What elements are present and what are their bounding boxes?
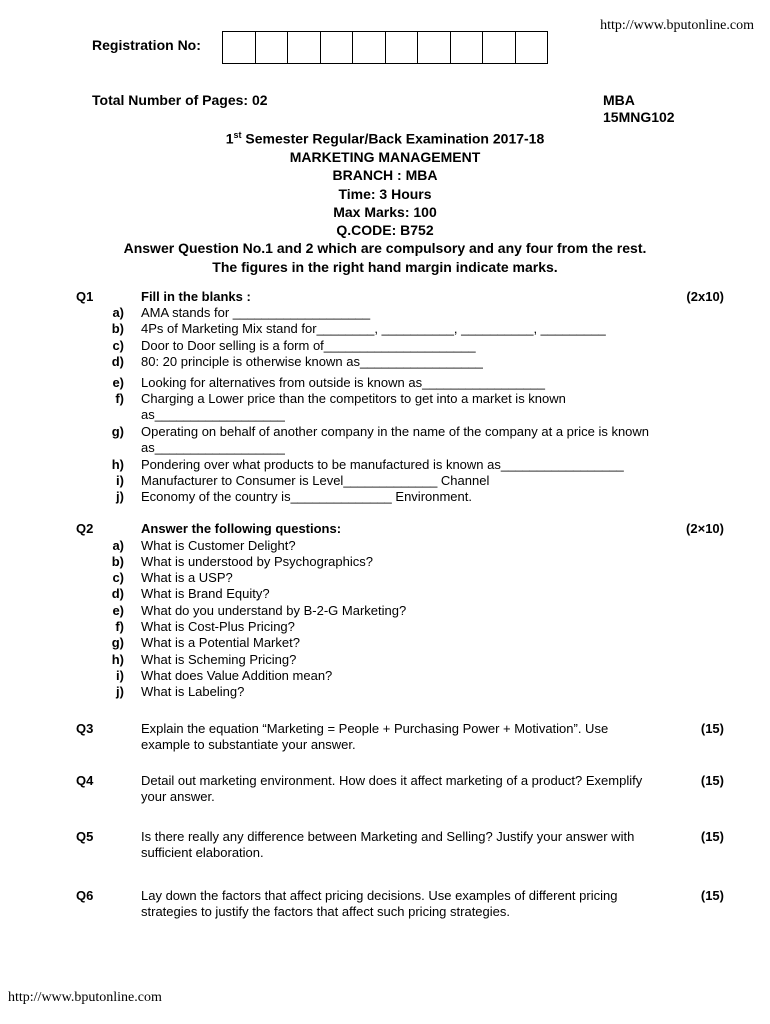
item-letter: i) [116,473,124,488]
item-letter: g) [111,424,124,439]
question-marks: (15) [700,773,724,788]
question-heading: Answer the following questions: [141,521,342,536]
qcode: Q.CODE: B752 [336,222,434,239]
item-text: Pondering over what products to be manufactured is known as_________________ [141,457,624,472]
subject: MARKETING MANAGEMENT [289,148,481,165]
item-text: Door to Door selling is a form of_____________________ [141,338,476,353]
registration-box [482,31,516,64]
question-marks: (2x10) [686,289,724,304]
item-text: Charging a Lower price than the competitors to get into a market is known as__________________ [141,391,566,422]
item-letter: g) [111,635,124,650]
item-letter: j) [116,489,124,504]
header-url: http://www.bputonline.com [600,18,754,33]
item-text: What is Scheming Pricing? [141,652,297,667]
item-letter: i) [116,668,124,683]
question-number: Q3 [76,721,94,736]
item-text: Manufacturer to Consumer is Level_____________ Channel [141,473,490,488]
question-text: Lay down the factors that affect pricing decisions. Use examples of different pricing strategies to justify the factors that affect such pricing strategies. [141,888,618,919]
question-number: Q2 [76,521,94,536]
question-marks: (15) [700,888,724,903]
item-text: 4Ps of Marketing Mix stand for________, __________, __________, _________ [141,321,606,336]
item-letter: b) [111,321,124,336]
item-letter: h) [111,457,124,472]
item-text: Looking for alternatives from outside is known as_________________ [141,375,545,390]
time: Time: 3 Hours [338,185,432,202]
item-text: 80: 20 principle is otherwise known as_________________ [141,354,483,369]
item-text: AMA stands for ___________________ [141,305,371,320]
branch: BRANCH : MBA [332,167,438,184]
item-letter: e) [112,375,124,390]
item-letter: c) [112,570,124,585]
registration-box [450,31,484,64]
registration-box [255,31,289,64]
course-code: 15MNG102 [603,109,675,125]
question-heading: Fill in the blanks : [141,289,251,304]
item-letter: f) [115,391,124,406]
registration-box [352,31,386,64]
item-letter: a) [112,305,124,320]
registration-box [287,31,321,64]
question-number: Q5 [76,829,94,844]
question-marks: (15) [700,829,724,844]
question-number: Q4 [76,773,94,788]
item-letter: e) [112,603,124,618]
item-text: Economy of the country is______________ Environment. [141,489,472,504]
question-text: Explain the equation “Marketing = People + Purchasing Power + Motivation”. Use example to substantiate your answer. [141,721,609,752]
item-text: Operating on behalf of another company in the name of the company at a price is known as__________________ [141,424,650,455]
instruction-2: The figures in the right hand margin indicate marks. [212,258,558,275]
item-text: What is a USP? [141,570,233,585]
item-text: What does Value Addition mean? [141,668,333,683]
question-marks: (15) [700,721,724,736]
item-letter: a) [112,538,124,553]
max-marks: Max Marks: 100 [333,203,437,220]
registration-box [515,31,549,64]
registration-box [222,31,256,64]
item-letter: d) [111,586,124,601]
item-text: What do you understand by B-2-G Marketing? [141,603,407,618]
program: MBA [603,92,635,108]
instruction-1: Answer Question No.1 and 2 which are compulsory and any four from the rest. [123,240,647,257]
item-text: What is understood by Psychographics? [141,554,373,569]
registration-box [385,31,419,64]
question-text: Is there really any difference between Marketing and Selling? Justify your answer with sufficient elaboration. [141,829,635,860]
registration-label: Registration No: [92,37,201,53]
question-text: Detail out marketing environment. How does it affect marketing of a product? Exemplify your answer. [141,773,643,804]
semester-line: 1st Semester Regular/Back Examination 2017-18 [225,130,545,147]
item-text: What is a Potential Market? [141,635,300,650]
registration-boxes [222,31,547,64]
registration-box [417,31,451,64]
registration-box [320,31,354,64]
item-letter: d) [111,354,124,369]
item-letter: h) [111,652,124,667]
question-number: Q1 [76,289,94,304]
question-number: Q6 [76,888,94,903]
footer-url: http://www.bputonline.com [8,990,162,1005]
item-letter: f) [115,619,124,634]
item-text: What is Labeling? [141,684,245,699]
item-letter: b) [111,554,124,569]
program-code [603,92,675,126]
item-letter: j) [116,684,124,699]
total-pages: Total Number of Pages: 02 [92,92,268,108]
question-marks: (2×10) [686,521,724,536]
item-text: What is Cost-Plus Pricing? [141,619,295,634]
item-letter: c) [112,338,124,353]
item-text: What is Customer Delight? [141,538,296,553]
exam-title-block [0,126,770,276]
item-text: What is Brand Equity? [141,586,270,601]
